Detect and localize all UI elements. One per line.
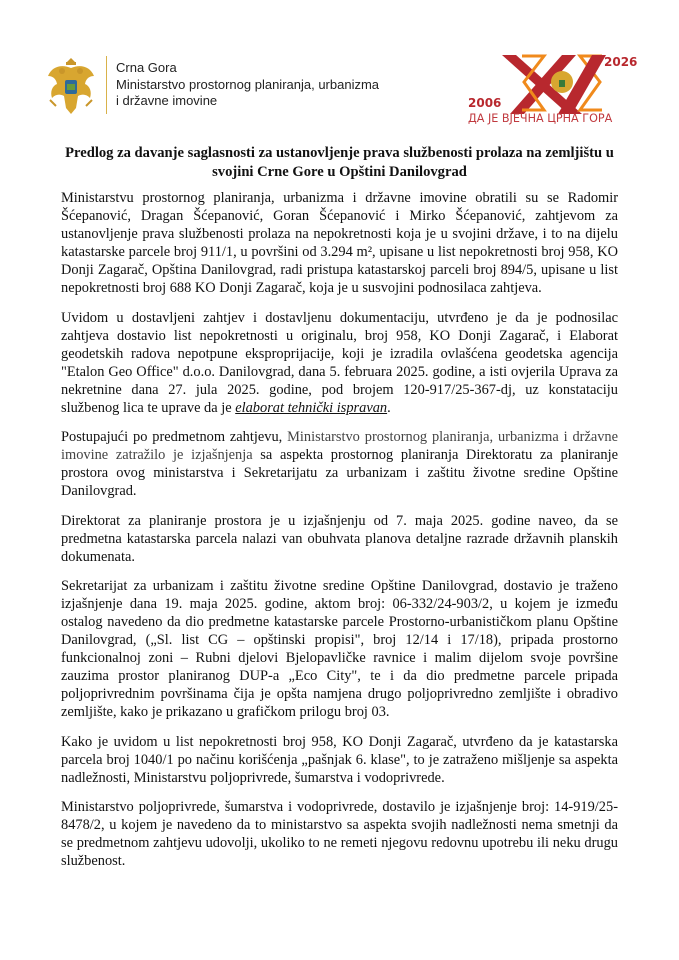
org-ministry-line1: Ministarstvo prostornog planiranja, urbanizma: [116, 76, 380, 92]
paragraph-2-text: Uvidom u dostavljeni zahtjev i dostavljenu dokumentaciju, utvrđeno je da je podnosilac zahtjeva dostavio list nepokretnosti u originalu, broj 958, KO Donji Zagarač, i Elaborat geodetskih radova nepotpune eksproprijacije, koji je izradila ovlašćena geodetska agencija "Etalon Geo Office" d.o.o. Danilovgrad, dana 5. februara 2025. godine, a isti ovjerila Uprava za nekretnine dana 27. jula 2025. godine, pod brojem 120-917/25-367-dj, uz konstataciju službenog lica te uprave da je: [61, 309, 618, 417]
title-line-2: svojini Crne Gore u Opštini Danilovgrad: [212, 164, 467, 180]
paragraph-3-c: sa aspekta prostornog planiranja Direktoratu za planiranje prostora ovog ministarstva i Sekretarijatu za urbanizam i zaštitu životne sredine Opštine Danilovgrad.: [61, 447, 619, 500]
paragraph-5: Sekretarijat za urbanizam i zaštitu životne sredine Opštine Danilovgrad, dostavio je traženo izjašnjenje dana 19. maja 2025. godine, aktom broj: 06-332/24-903/2, u kojem je između ostalog navedeno da dio predmetne katastarske parcele Prostorno-urbanističkom planu Opštine Danilovgrad, („Sl. list CG – opštinski propisi", broj 12/14 i 17/18), pripada prostorno funkcionalnoj zoni – Rubni djelovi Bjelopavličke ravnice i malim dijelom svoje površine zauzima prostor planiranog DUP-a „Eco City", te i da dio predmetne parcele pripada poljoprivrednim površinama čija je opšta namjena drugo poljoprivredno zemljište i obradivo zemljište, kako je prikazano u grafičkom prilogu broj 03.: [61, 577, 618, 721]
paragraph-2-end: .: [387, 400, 391, 417]
logo-slogan: ДА ЈЕ ВЈЕЧНА ЦРНА ГОРА: [468, 112, 613, 125]
paragraph-3-b: Ministarstvo prostornog planiranja, urbanizma i državne imovine zatražilo je izjašnjenja: [61, 429, 619, 464]
logo-year-end: 2026: [604, 55, 638, 69]
paragraph-7: Ministarstvo poljoprivrede, šumarstva i vodoprivrede, dostavilo je izjašnjenje broj: 14-919/25-8478/2, u kojem je navedeno da to ministarstvo sa aspekta svojih nadležnosti nema smetnji da se predmetnom zahtjevu udovolji, ukoliko to ne remeti njegovu redovnu upotrebu ili neku drugu službenost.: [61, 798, 618, 870]
xx-anniversary-icon: [462, 52, 642, 132]
paragraph-2-emphasis: elaborat tehnički ispravan: [235, 400, 388, 417]
org-country: Crna Gora: [116, 60, 177, 75]
logo-year-start: 2006: [468, 96, 502, 110]
coat-of-arms-emblem: [44, 54, 98, 118]
document-title: [40, 144, 639, 182]
paragraph-2: [61, 309, 618, 418]
org-ministry-line2: i državne imovine: [116, 93, 218, 108]
organization-name: [116, 60, 379, 110]
title-line-1: Predlog za davanje saglasnosti za ustanovljenje prava službenosti prolaza na zemljištu u: [65, 145, 614, 161]
paragraph-6: Kako je uvidom u list nepokretnosti broj 958, KO Donji Zagarač, utvrđeno da je katastarska parcela broj 1040/1 po načinu korišćenja „pašnjak 6. klase", to je zatraženo mišljenje sa aspekta nadležnosti, Ministarstvu poljoprivrede, šumarstva i vodoprivrede.: [61, 733, 618, 786]
document-body: [61, 189, 618, 881]
paragraph-1: Ministarstvu prostornog planiranja, urbanizma i državne imovine obratili su se Radomir Šćepanović, Dragan Šćepanović, Goran Šćepanović i Mirko Šćepanović, zahtjevom za ustanovljenje prava službenosti prolaza na nepokretnosti koja je u svojini države, i to na dijelu katastarske parcele broj 911/1, u površini od 3.294 m², upisane u list nepokretnosti broj 958, KO Donji Zagarač, Opština Danilovgrad, radi pristupa katastarskoj parceli broj 894/5, upisane u list nepokretnosti broj 688 KO Donji Zagarač, koja je u susvojini podnosilaca zahtjeva.: [61, 190, 618, 297]
paragraph-3: [61, 428, 618, 500]
paragraph-3-a: Postupajući po predmetnom zahtjevu,: [61, 429, 288, 446]
header-divider: [106, 56, 107, 114]
anniversary-logo: [462, 52, 642, 132]
paragraph-4: Direktorat za planiranje prostora je u izjašnjenju od 7. maja 2025. godine naveo, da se predmetna katastarska parcela nalazi van obuhvata planova detaljne razrade državnih planskih dokumenata.: [61, 512, 618, 565]
